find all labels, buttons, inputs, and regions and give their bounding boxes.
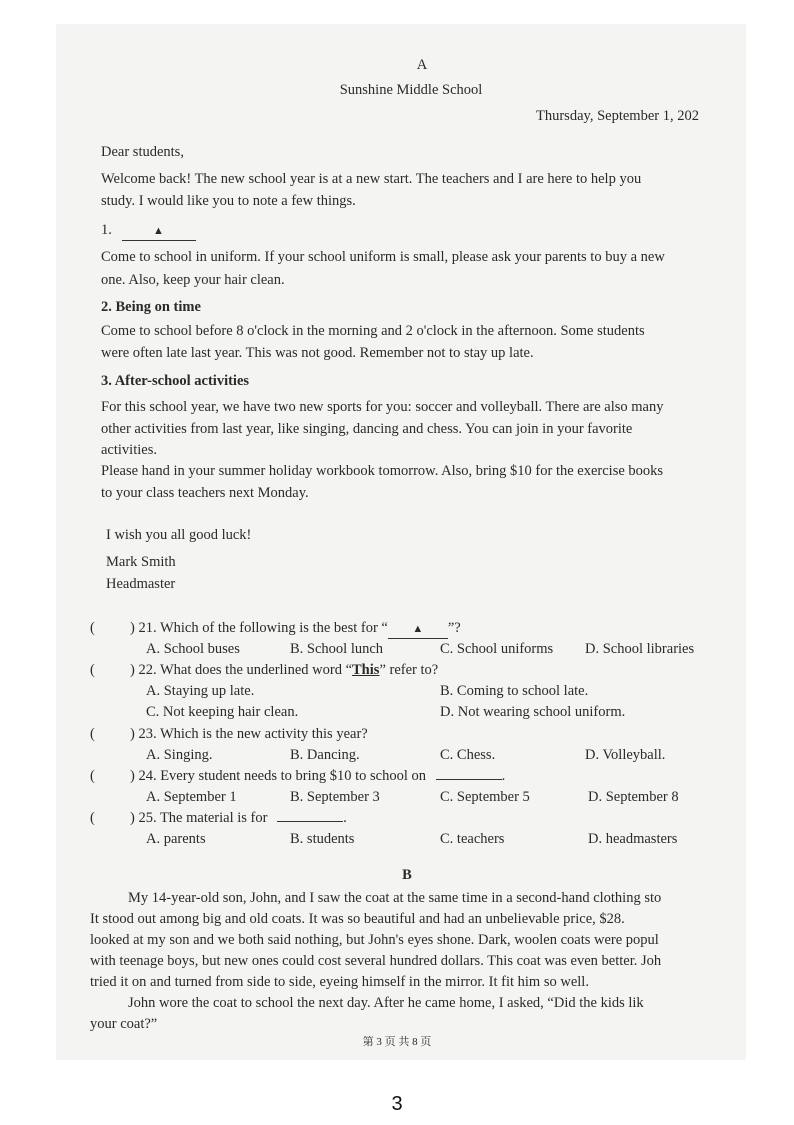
item-1-text-line-1: Come to school in uniform. If your school uniform is small, please ask your parents to buy a new — [101, 249, 665, 265]
letter-intro-line-1: Welcome back! The new school year is at a new start. The teachers and I are here to help you — [101, 171, 642, 187]
letter-intro-line-2: study. I would like you to note a few things. — [101, 193, 356, 209]
q23-option-b[interactable]: B. Dancing. — [290, 747, 360, 763]
q22-option-c[interactable]: C. Not keeping hair clean. — [146, 704, 299, 720]
signer-name: Mark Smith — [106, 554, 176, 570]
passage-b-line-1: My 14-year-old son, John, and I saw the coat at the same time in a second-hand clothing sto — [128, 890, 662, 906]
q24-stem-text: ) 24. Every student needs to bring $10 to school on — [130, 768, 426, 784]
passage-b-line-6: John wore the coat to school the next day. After he came home, I asked, “Did the kids lik — [128, 995, 644, 1011]
q22-stem — [130, 661, 438, 679]
q25-stem-text: ) 25. The material is for — [130, 810, 268, 826]
q21-option-a[interactable]: A. School buses — [146, 641, 240, 657]
q21-paren: ( — [90, 620, 95, 636]
letter-greeting: Dear students, — [101, 144, 184, 160]
item-2-word-this: This — [245, 345, 272, 361]
section-b-heading: B — [402, 867, 412, 883]
q23-stem: ) 23. Which is the new activity this year? — [130, 726, 368, 742]
q21-stem-text: ) 21. Which of the following is the best for “ — [130, 620, 388, 636]
page-footer-label: 第 3 页 共 8 页 — [362, 1036, 432, 1048]
item-3-text-line-3: activities. — [101, 442, 157, 458]
q21-blank — [388, 619, 448, 639]
triangle-icon: ▲ — [153, 225, 164, 237]
q22-option-a[interactable]: A. Staying up late. — [146, 683, 255, 699]
passage-b-line-5: tried it on and turned from side to side, eyeing himself in the mirror. It fit him so well. — [90, 974, 589, 990]
note-line-2: to your class teachers next Monday. — [101, 485, 309, 501]
passage-b-line-7: your coat?” — [90, 1016, 158, 1032]
item-2-heading: 2. Being on time — [101, 299, 201, 315]
q24-stem — [130, 767, 505, 785]
item-1-text-line-2: one. Also, keep your hair clean. — [101, 272, 285, 288]
triangle-icon: ▲ — [412, 623, 424, 635]
school-name: Sunshine Middle School — [339, 82, 483, 98]
passage-b-line-4: with teenage boys, but new ones could cost several hundred dollars. This coat was even better. Joh — [90, 953, 662, 969]
q21-stem-end: ”? — [447, 620, 461, 636]
item-2-text-post: was not good. Remember not to stay up late. — [271, 345, 534, 361]
q25-paren: ( — [90, 810, 95, 826]
q24-option-d[interactable]: D. September 8 — [588, 789, 679, 805]
letter-date: Thursday, September 1, 202 — [536, 108, 699, 124]
q25-stem-end: . — [343, 810, 347, 826]
signer-title: Headmaster — [106, 576, 176, 592]
q22-option-b[interactable]: B. Coming to school late. — [440, 683, 589, 699]
q24-stem-end: . — [501, 768, 506, 784]
passage-b-line-3: looked at my son and we both said nothing, but John's eyes shone. Dark, woolen coats were popul — [90, 932, 659, 948]
page-number: 3 — [391, 1093, 403, 1115]
note-line-1: Please hand in your summer holiday workbook tomorrow. Also, bring $10 for the exercise books — [101, 463, 664, 479]
q22-stem-end: ” refer to? — [379, 662, 439, 678]
item-3-text-line-2: other activities from last year, like singing, dancing and chess. You can join in your favorite — [101, 421, 633, 437]
q24-option-a[interactable]: A. September 1 — [146, 789, 237, 805]
q24-blank — [436, 767, 502, 780]
q22-stem-text: ) 22. What does the underlined word “ — [130, 662, 353, 678]
q25-option-d[interactable]: D. headmasters — [588, 831, 678, 847]
q21-option-b[interactable]: B. School lunch — [290, 641, 384, 657]
q25-option-a[interactable]: A. parents — [146, 831, 206, 847]
q21-option-d[interactable]: D. School libraries — [585, 641, 695, 657]
letter-closing: I wish you all good luck! — [106, 527, 252, 543]
item-1-heading — [101, 221, 196, 241]
q25-option-b[interactable]: B. students — [290, 831, 355, 847]
passage-b-line-2: It stood out among big and old coats. It was so beautiful and had an unbelievable price, $28. — [90, 911, 625, 927]
item-3-text-line-1: For this school year, we have two new sports for you: soccer and volleyball. There are also many — [101, 399, 664, 415]
item-2-text-line-1: Come to school before 8 o'clock in the morning and 2 o'clock in the afternoon. Some students — [101, 323, 645, 339]
q24-paren: ( — [90, 768, 95, 784]
q22-underlined-word: This — [352, 662, 380, 678]
q25-blank — [277, 809, 343, 822]
q24-option-c[interactable]: C. September 5 — [440, 789, 530, 805]
q25-option-c[interactable]: C. teachers — [440, 831, 505, 847]
item-3-heading: 3. After-school activities — [101, 373, 250, 389]
q23-option-c[interactable]: C. Chess. — [440, 747, 496, 763]
q24-option-b[interactable]: B. September 3 — [290, 789, 380, 805]
q23-option-a[interactable]: A. Singing. — [146, 747, 213, 763]
item-2-text-pre: were often late last year. — [101, 345, 246, 361]
q23-paren: ( — [90, 726, 95, 742]
q25-stem — [130, 809, 347, 827]
item-1-number: 1. — [101, 222, 112, 238]
item-2-text-line-2 — [101, 344, 534, 362]
q22-option-d[interactable]: D. Not wearing school uniform. — [440, 704, 626, 720]
q23-option-d[interactable]: D. Volleyball. — [585, 747, 666, 763]
section-a-heading: A — [416, 57, 428, 73]
q21-stem — [130, 619, 461, 639]
q22-paren: ( — [90, 662, 95, 678]
q21-option-c[interactable]: C. School uniforms — [440, 641, 554, 657]
item-1-blank — [122, 221, 196, 241]
